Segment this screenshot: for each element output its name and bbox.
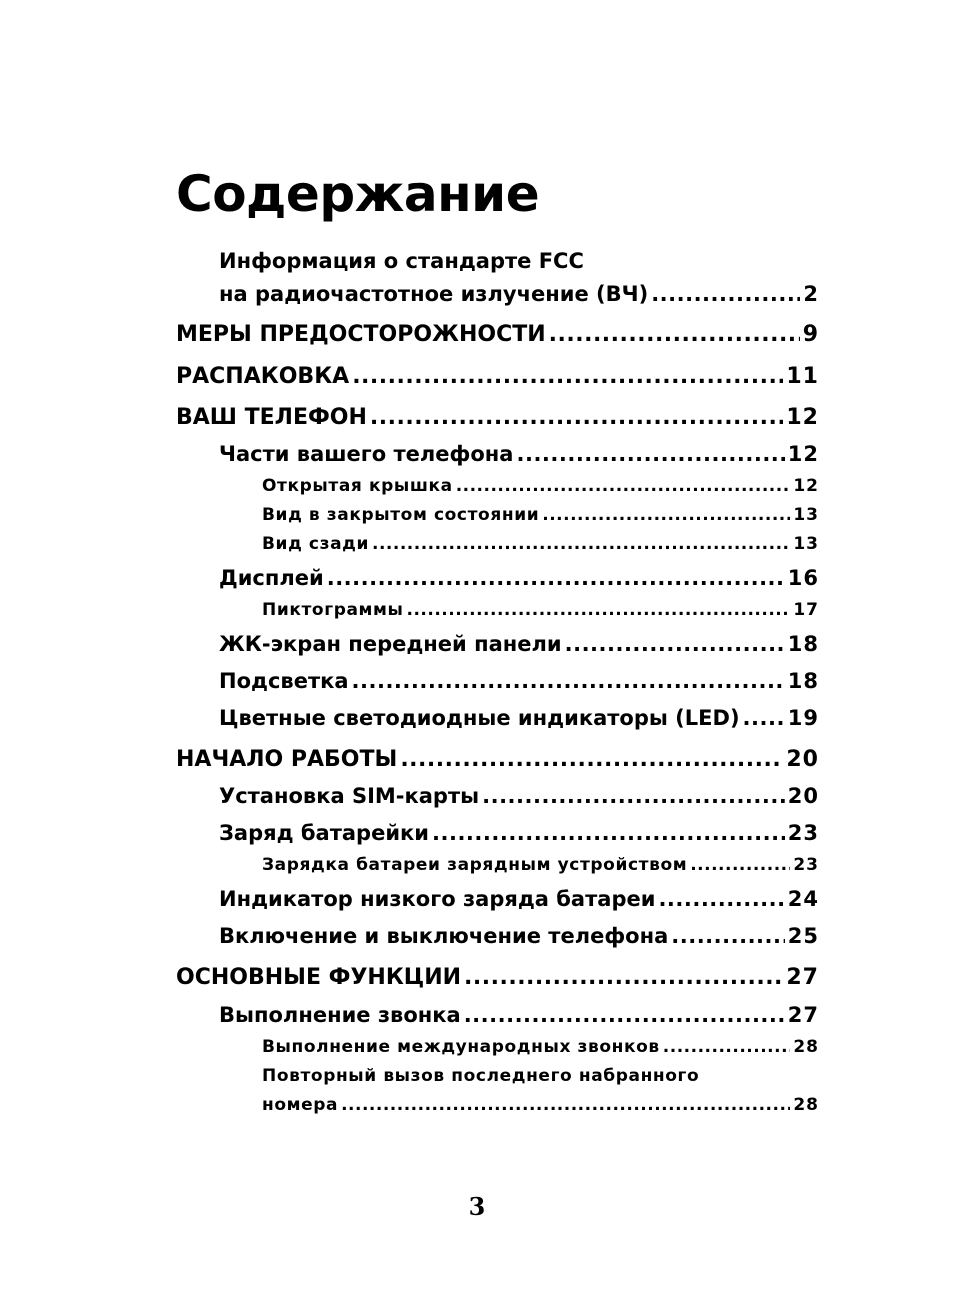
dot-leader — [352, 364, 783, 389]
dot-leader — [743, 706, 785, 730]
dot-leader — [482, 784, 785, 808]
dot-leader — [432, 821, 785, 845]
dot-leader — [327, 566, 785, 590]
toc-entry-title: Индикатор низкого заряда батареи — [219, 887, 656, 911]
toc-entry[interactable] — [219, 442, 819, 466]
toc-entry-title: РАСПАКОВКА — [176, 364, 350, 389]
dot-leader — [400, 747, 783, 772]
toc-entry[interactable] — [219, 706, 819, 730]
toc-entry-title: Подсветка — [219, 669, 349, 693]
toc-entry-title: Дисплей — [219, 566, 324, 590]
toc-entry[interactable] — [262, 476, 819, 496]
toc-entry[interactable] — [219, 887, 819, 911]
toc-entry-page: 16 — [787, 566, 819, 590]
toc-entry-title: Установка SIM-карты — [219, 784, 480, 808]
toc-entry-page: 23 — [793, 855, 819, 875]
toc-entry-title: НАЧАЛО РАБОТЫ — [176, 747, 398, 772]
toc-entry-title: МЕРЫ ПРЕДОСТОРОЖНОСТИ — [176, 322, 546, 347]
dot-leader — [663, 1037, 791, 1057]
page-number: 3 — [468, 1192, 486, 1221]
dot-leader — [456, 476, 791, 496]
toc-entry-page: 25 — [787, 924, 819, 948]
toc-entry-page: 28 — [793, 1095, 819, 1115]
toc-entry[interactable] — [219, 669, 819, 693]
toc-entry[interactable] — [262, 1066, 819, 1086]
toc-entry[interactable] — [219, 821, 819, 845]
toc-entry-page: 12 — [787, 442, 819, 466]
toc-entry[interactable] — [262, 1037, 819, 1057]
toc-entry[interactable] — [219, 924, 819, 948]
dot-leader — [464, 965, 783, 990]
toc-entry[interactable] — [262, 855, 819, 875]
toc-entry-title: Вид сзади — [262, 534, 369, 554]
toc-entry[interactable] — [219, 282, 819, 306]
toc-entry-title: Открытая крышка — [262, 476, 453, 496]
toc-entry-page: 27 — [786, 965, 819, 990]
toc-entry[interactable] — [219, 249, 819, 273]
toc-entry[interactable] — [176, 405, 819, 430]
toc-entry[interactable] — [176, 747, 819, 772]
toc-entry[interactable] — [262, 1095, 819, 1115]
toc-entry[interactable] — [262, 600, 819, 620]
toc-entry-page: 13 — [793, 534, 819, 554]
toc-entry-title: Заряд батарейки — [219, 821, 430, 845]
toc-entry-page: 2 — [803, 282, 819, 306]
toc-entry[interactable] — [262, 534, 819, 554]
dot-leader — [658, 887, 784, 911]
toc-entry-page: 20 — [786, 747, 819, 772]
dot-leader — [352, 669, 785, 693]
dot-leader — [565, 632, 785, 656]
toc-entry-page: 12 — [786, 405, 819, 430]
toc-entry-title: на радиочастотное излучение (ВЧ) — [219, 282, 649, 306]
page-title: Содержание — [176, 165, 540, 223]
dot-leader — [464, 1003, 785, 1027]
toc-entry-page: 27 — [787, 1003, 819, 1027]
toc-entry-page: 18 — [787, 632, 819, 656]
toc-entry[interactable] — [219, 566, 819, 590]
dot-leader — [372, 534, 790, 554]
toc-entry-page: 17 — [793, 600, 819, 620]
toc-entry[interactable] — [176, 322, 819, 347]
toc-entry-page: 28 — [793, 1037, 819, 1057]
toc-entry-title: Пиктограммы — [262, 600, 404, 620]
dot-leader — [690, 855, 790, 875]
toc-entry-title: Выполнение международных звонков — [262, 1037, 660, 1057]
toc-entry-title: Повторный вызов последнего набранного — [262, 1066, 700, 1086]
toc-entry-title: Вид в закрытом состоянии — [262, 505, 540, 525]
toc-entry-title: Информация о стандарте FCC — [219, 249, 584, 273]
dot-leader — [370, 405, 783, 430]
toc-entry-page: 20 — [787, 784, 819, 808]
toc-entry-title: номера — [262, 1095, 339, 1115]
toc-entry[interactable] — [176, 965, 819, 990]
toc-entry-page: 9 — [802, 322, 819, 347]
toc-entry-title: ВАШ ТЕЛЕФОН — [176, 405, 367, 430]
toc-entry-page: 18 — [787, 669, 819, 693]
dot-leader — [671, 924, 785, 948]
toc-entry-title: Цветные светодиодные индикаторы (LED) — [219, 706, 740, 730]
toc-entry-page: 11 — [786, 364, 819, 389]
dot-leader — [341, 1095, 790, 1115]
dot-leader — [407, 600, 791, 620]
toc-entry-title: Включение и выключение телефона — [219, 924, 669, 948]
toc-entry-title: ЖК-экран передней панели — [219, 632, 562, 656]
toc-entry-page: 19 — [787, 706, 819, 730]
toc-entry-page: 24 — [787, 887, 819, 911]
toc-entry-title: Части вашего телефона — [219, 442, 514, 466]
toc-entry-title: ОСНОВНЫЕ ФУНКЦИИ — [176, 965, 462, 990]
toc-entry[interactable] — [219, 784, 819, 808]
toc-entry[interactable] — [219, 1003, 819, 1027]
toc-entry-title: Зарядка батареи зарядным устройством — [262, 855, 688, 875]
toc-entry-page: 23 — [787, 821, 819, 845]
toc-entry-page: 13 — [793, 505, 819, 525]
toc-entry[interactable] — [219, 632, 819, 656]
dot-leader — [549, 322, 800, 347]
toc-entry-title: Выполнение звонка — [219, 1003, 461, 1027]
dot-leader — [516, 442, 784, 466]
dot-leader — [542, 505, 790, 525]
toc-entry[interactable] — [262, 505, 819, 525]
toc-entry[interactable] — [176, 364, 819, 389]
toc-entry-page: 12 — [793, 476, 819, 496]
dot-leader — [651, 282, 800, 306]
